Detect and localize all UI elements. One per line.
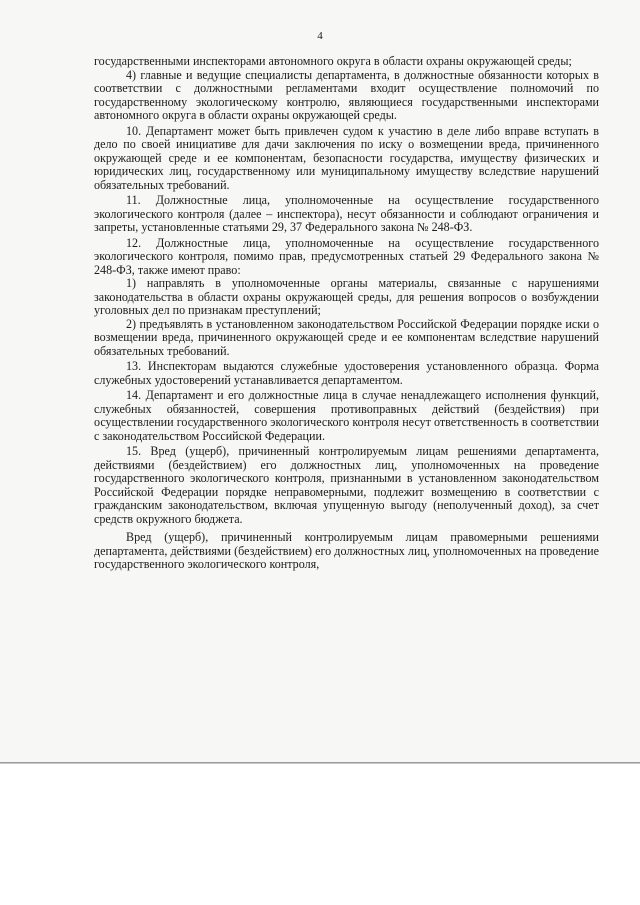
paragraph-clause-12-item-2: 2) предъявлять в установленном законодательством Российской Федерации порядке иски о возмещении вреда, причиненного окружающей среде и ее компонентам вследствие нарушений обязательных требований. bbox=[94, 316, 599, 358]
paragraph-clause-14: 14. Департамент и его должностные лица в случае ненадлежащего исполнения функций, служебных обязанностей, совершения противоправных действий (бездействия) при осуществлении государственного экологического контроля несут ответственность в соответствии с законодательством Российской Федерации. bbox=[94, 388, 599, 443]
document-body bbox=[94, 55, 599, 572]
paragraph-clause-13: 13. Инспекторам выдаются служебные удостоверения установленного образца. Форма служебных удостоверений устанавливается департаментом. bbox=[94, 359, 599, 387]
paragraph-clause-12-item-1: 1) направлять в уполномоченные органы материалы, связанные с нарушениями законодательства в области охраны окружающей среды, для решения вопросов о возбуждении уголовных дел по признакам преступлений; bbox=[94, 276, 599, 317]
paragraph-clause-12: 12. Должностные лица, уполномоченные на осуществление государственного экологического контроля, помимо прав, предусмотренных статьей 29 Федерального закона № 248-ФЗ, также имеют право: bbox=[94, 235, 599, 277]
paragraph-clause-10: 10. Департамент может быть привлечен судом к участию в деле либо вправе вступать в дело по своей инициативе для дачи заключения по иску о возмещении вреда, причиненного окружающей среде и ее компонентам, безопасности государства, имуществу физических и юридических лиц, государственному или муниципальному имуществу вследствие нарушений обязательных требований. bbox=[94, 123, 599, 192]
page-number: 4 bbox=[317, 30, 323, 42]
paragraph-clause-11: 11. Должностные лица, уполномоченные на осуществление государственного экологического контроля (далее – инспектора), несут обязанности и соблюдают ограничения и запреты, установленные статьями 29, 37 Федерального закона № 248-ФЗ. bbox=[94, 193, 599, 234]
paragraph-item-4: 4) главные и ведущие специалисты департамента, в должностные обязанности которых в соответствии с должностными регламентами входит осуществление полномочий по государственному экологическому контролю, являющиеся государственными инспекторами автономного округа в области охраны окружающей среды. bbox=[94, 67, 599, 122]
paragraph-inspectors-continuation: государственными инспекторами автономного округа в области охраны окружающей среды; bbox=[94, 54, 572, 68]
paragraph-clause-15: 15. Вред (ущерб), причиненный контролируемым лицам решениями департамента, действиями (бездействием) его должностных лиц, уполномоченных на проведение государственного экологического контроля, признанными в установленном законодательством Российской Федерации порядке неправомерными, подлежит возмещению в соответствии с гражданским законодательством, включая упущенную выгоду (неполученный доход), за счет средств окружного бюджета. bbox=[94, 444, 599, 526]
paragraph-lawful-damage: Вред (ущерб), причиненный контролируемым лицам правомерными решениями департамента, действиями (бездействием) его должностных лиц, уполномоченных на проведение государственного экологического контроля, bbox=[94, 530, 599, 571]
